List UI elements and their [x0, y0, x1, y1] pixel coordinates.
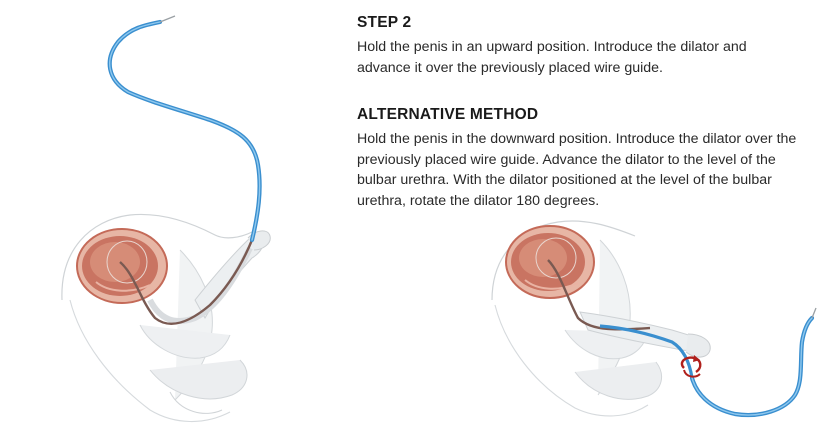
- step-2-heading: STEP 2: [357, 14, 412, 31]
- upward-position-anatomy: [62, 16, 270, 422]
- alternative-method-instructions: Hold the penis in the downward position. Introduce the dilator over the previously placed wire guide. Advance the dilator to the level of the bulbar urethra. With the dilator positioned at the level of the bulbar urethra, rotate the dilator 180 degrees.: [357, 131, 797, 209]
- alternative-method-section: [357, 106, 797, 211]
- step-2-section: [357, 14, 797, 78]
- downward-position-anatomy: [492, 221, 816, 416]
- step-2-instructions: Hold the penis in an upward position. Introduce the dilator and advance it over the previously placed wire guide.: [357, 39, 747, 76]
- alternative-method-heading: ALTERNATIVE METHOD: [357, 106, 539, 123]
